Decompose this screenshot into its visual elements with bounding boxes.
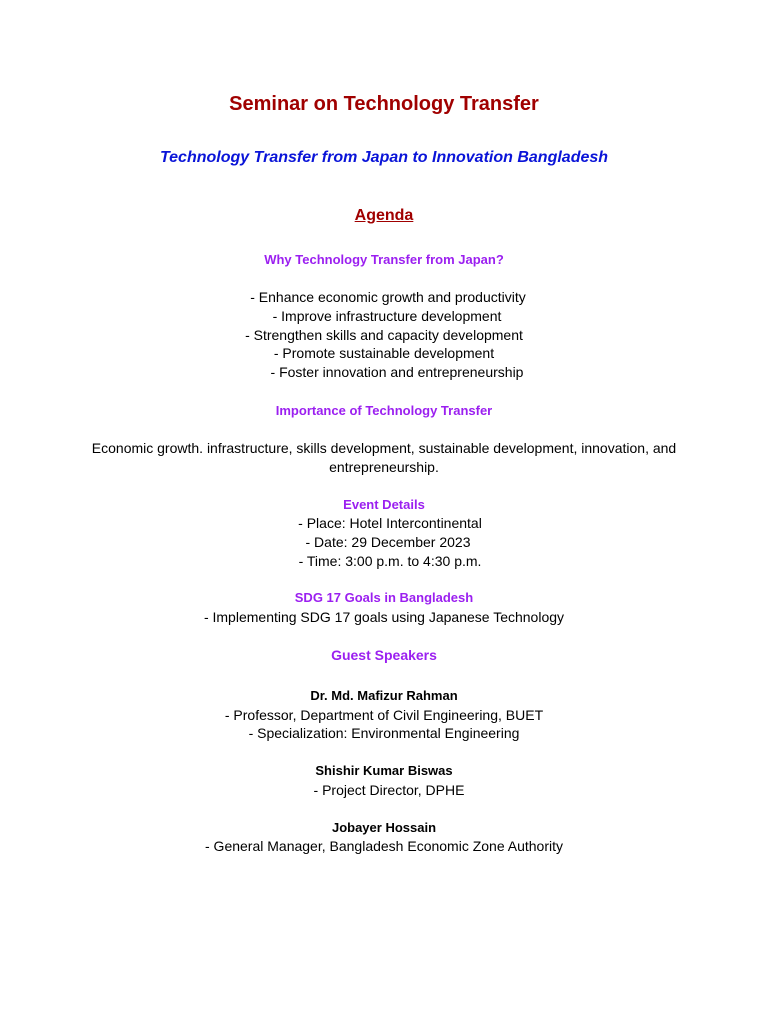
why-transfer-heading: Why Technology Transfer from Japan? bbox=[264, 252, 504, 267]
page-subtitle: Technology Transfer from Japan to Innovation Bangladesh bbox=[159, 149, 609, 166]
list-item: - Foster innovation and entrepreneurship bbox=[270, 364, 524, 380]
list-item: - Enhance economic growth and productivity bbox=[250, 289, 526, 305]
speaker-name: Dr. Md. Mafizur Rahman bbox=[310, 688, 458, 703]
event-date: - Date: 29 December 2023 bbox=[305, 533, 471, 550]
importance-text: Economic growth. infrastructure, skills development, sustainable development, innovation, and entrepreneurship. bbox=[91, 440, 677, 475]
sdg-heading: SDG 17 Goals in Bangladesh bbox=[294, 590, 474, 605]
list-item: - Improve infrastructure development bbox=[272, 307, 502, 324]
event-details-list bbox=[0, 514, 768, 570]
sdg-text: - Implementing SDG 17 goals using Japanese Technology bbox=[203, 609, 565, 625]
speaker-detail: - Professor, Department of Civil Engineering, BUET bbox=[224, 707, 544, 723]
speaker-name: Jobayer Hossain bbox=[331, 820, 437, 835]
list-item: - Promote sustainable development bbox=[273, 345, 495, 362]
speaker-name: Shishir Kumar Biswas bbox=[315, 763, 453, 778]
guest-speakers-heading: Guest Speakers bbox=[331, 647, 437, 663]
agenda-heading: Agenda bbox=[354, 207, 414, 224]
event-details-heading: Event Details bbox=[343, 497, 425, 512]
list-item: - Strengthen skills and capacity development bbox=[245, 326, 523, 343]
importance-heading: Importance of Technology Transfer bbox=[275, 403, 493, 418]
page-title: Seminar on Technology Transfer bbox=[229, 93, 539, 115]
event-time: - Time: 3:00 p.m. to 4:30 p.m. bbox=[298, 552, 482, 569]
speaker-detail: - General Manager, Bangladesh Economic Zone Authority bbox=[205, 838, 563, 854]
why-transfer-list bbox=[0, 288, 768, 382]
speaker-detail: - Specialization: Environmental Engineering bbox=[248, 725, 520, 741]
speaker-detail: - Project Director, DPHE bbox=[313, 782, 465, 798]
event-place: - Place: Hotel Intercontinental bbox=[298, 515, 482, 531]
